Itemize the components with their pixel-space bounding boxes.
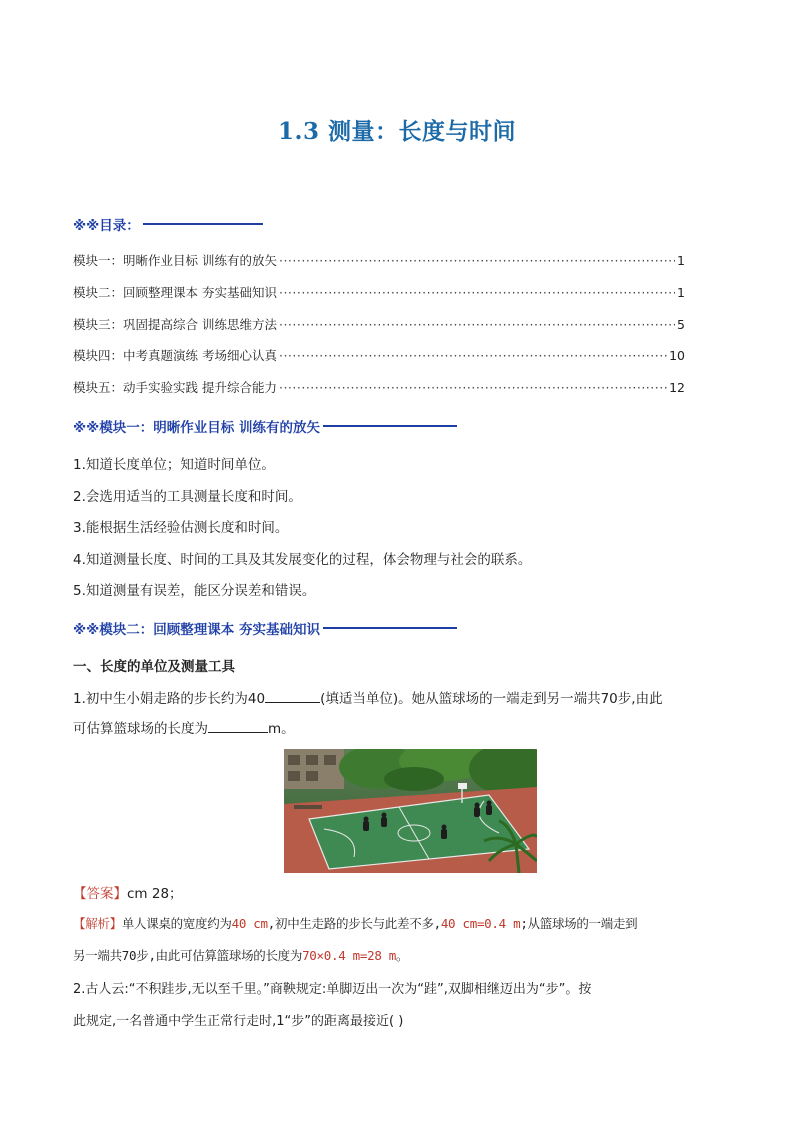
module1-heading: [73, 416, 457, 436]
toc-item[interactable]: [73, 283, 685, 301]
goal-item: 3.能根据生活经验估测长度和时间。: [73, 520, 289, 536]
toc-item-label: 模块四：中考真题演练 考场细心认真: [73, 348, 277, 363]
heading-rule: [143, 223, 263, 225]
question-1-line-1: [73, 687, 723, 707]
answer-blank[interactable]: [265, 688, 320, 703]
toc-leader-dots: [279, 380, 667, 395]
question-2-line-2: 此规定,一名普通中学生正常行走时,1“步”的距离最接近( ): [73, 1014, 404, 1029]
toc-item[interactable]: [73, 378, 685, 396]
toc-item-label: 模块一：明晰作业目标 训练有的放矢: [73, 253, 277, 268]
toc-item-label: 模块五：动手实验实践 提升综合能力: [73, 380, 277, 395]
goal-item: 4.知道测量长度、时间的工具及其发展变化的过程，体会物理与社会的联系。: [73, 552, 532, 568]
heading-rule: [323, 425, 457, 427]
toc-item[interactable]: [73, 251, 685, 269]
goal-item: 2.会选用适当的工具测量长度和时间。: [73, 489, 302, 505]
analysis-text: 单人课桌的宽度约为: [121, 916, 232, 931]
analysis-text: 。: [396, 948, 409, 963]
analysis-text: ;从篮球场的一端走到: [520, 916, 638, 931]
answer-line: [73, 882, 723, 902]
toc-item[interactable]: [73, 315, 685, 333]
module2-heading-text: ※※模块二：回顾整理课本 夯实基础知识: [73, 622, 320, 638]
analysis-line-2: [73, 946, 723, 964]
toc-leader-dots: [279, 285, 675, 300]
analysis-label: 【解析】: [73, 916, 122, 931]
toc-leader-dots: [279, 253, 675, 268]
goal-item: 1.知道长度单位；知道时间单位。: [73, 457, 275, 473]
answer-text: cm 28；: [127, 886, 183, 902]
question-1-line-2: [73, 717, 723, 737]
toc-leader-dots: [279, 348, 667, 363]
analysis-value: 40 cm=0.4 m: [440, 916, 521, 931]
subsection-heading: 一、长度的单位及测量工具: [73, 659, 235, 675]
heading-rule: [323, 627, 457, 629]
analysis-value: 40 cm: [231, 916, 268, 931]
module2-heading: [73, 618, 457, 638]
answer-label: 【答案】: [73, 886, 127, 902]
analysis-text: ,初中生走路的步长与此差不多,: [267, 916, 441, 931]
question-text: m。: [268, 721, 295, 737]
question-text: 1.初中生小娟走路的步长约为40: [73, 691, 266, 707]
toc-leader-dots: [279, 317, 675, 332]
toc-item-page: 5: [677, 317, 685, 332]
toc-item-label: 模块三：巩固提高综合 训练思维方法: [73, 317, 277, 332]
goal-item: 5.知道测量有误差，能区分误差和错误。: [73, 583, 316, 599]
basketball-court-image: [284, 749, 537, 873]
module1-heading-text: ※※模块一：明晰作业目标 训练有的放矢: [73, 420, 320, 436]
toc-item-label: 模块二：回顾整理课本 夯实基础知识: [73, 285, 277, 300]
toc-item-page: 1: [677, 253, 685, 268]
question-text: 可估算篮球场的长度为: [73, 721, 208, 737]
analysis-line-1: [73, 914, 723, 932]
question-text: (填适当单位)。她从篮球场的一端走到另一端共70步,由此: [320, 691, 663, 707]
question-2-line-1: 2.古人云:“不积跬步,无以至千里。”商鞅规定:单脚迈出一次为“跬”,双脚相继迈出为“步”。按: [73, 982, 592, 997]
toc-item-page: 10: [669, 348, 685, 363]
toc-item[interactable]: [73, 346, 685, 364]
answer-blank[interactable]: [208, 718, 268, 733]
toc-heading: [73, 214, 263, 234]
toc-heading-text: ※※目录：: [73, 218, 140, 234]
toc-item-page: 1: [677, 285, 685, 300]
page-title: 1.3 测量：长度与时间: [277, 118, 517, 145]
analysis-text: 另一端共70步,由此可估算篮球场的长度为: [73, 948, 303, 963]
toc-item-page: 12: [669, 380, 685, 395]
analysis-value: 70×0.4 m=28 m: [302, 948, 397, 963]
